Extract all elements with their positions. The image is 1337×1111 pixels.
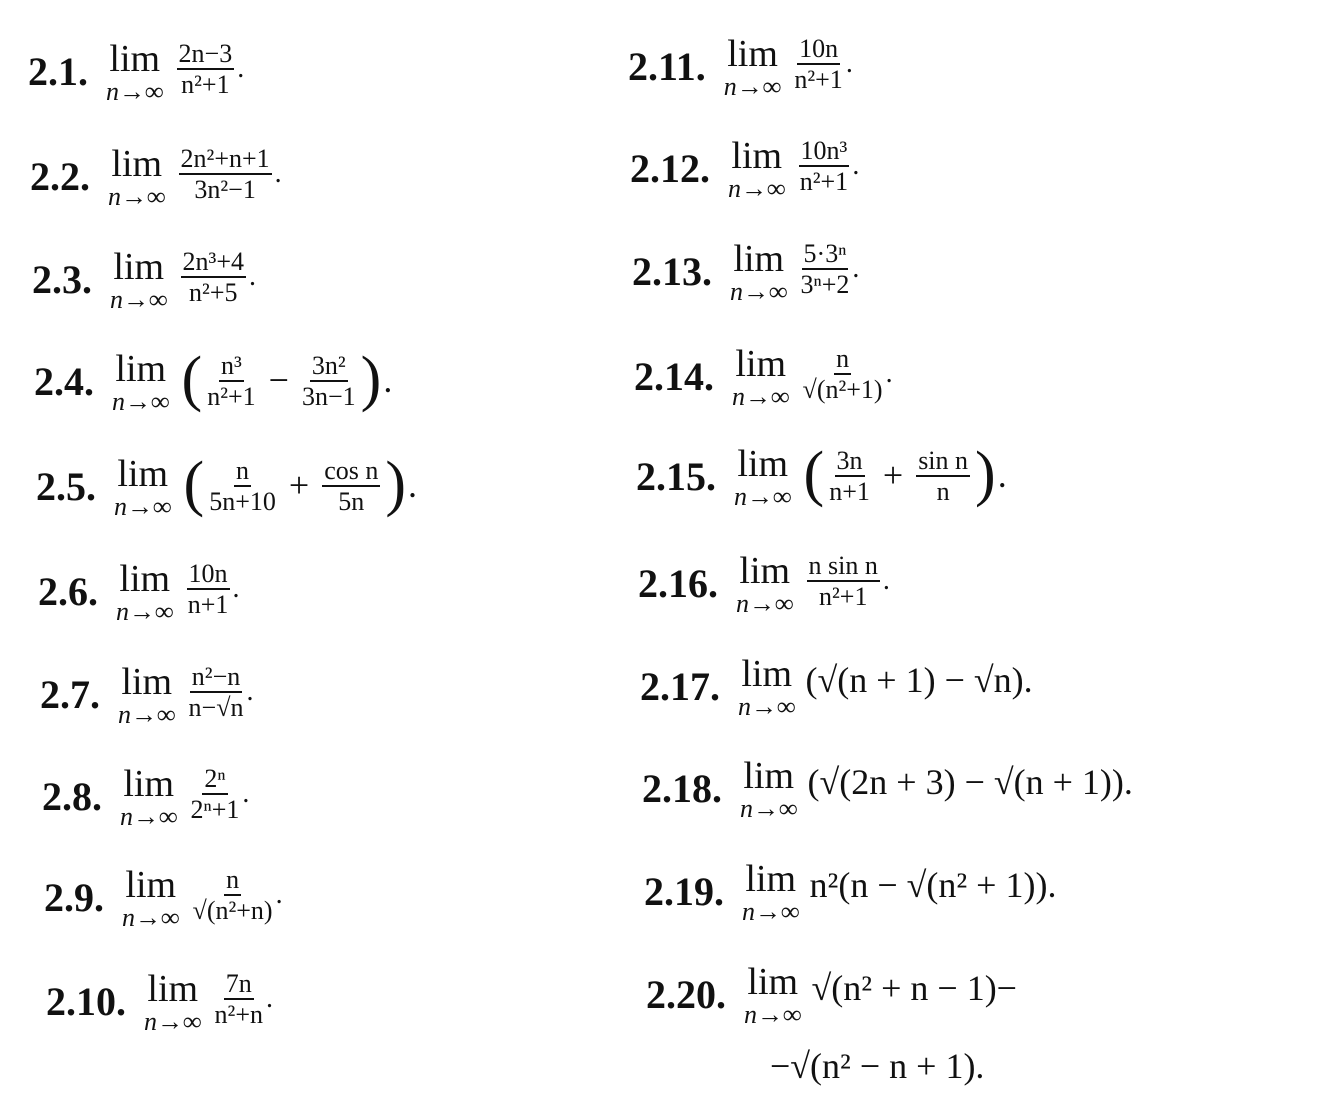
limit-operator <box>106 40 164 107</box>
limit-operator <box>112 350 170 417</box>
numerator-2: sin n <box>916 447 970 477</box>
right-paren: ) <box>360 345 382 413</box>
problem-2-20-continuation: −√(n² − n + 1). <box>770 1046 985 1086</box>
denominator: n²+1 <box>794 65 843 95</box>
numerator: 5·3ⁿ <box>802 240 849 270</box>
problem-2-16 <box>638 552 890 619</box>
period: . <box>274 157 282 189</box>
denominator: n+1 <box>187 590 229 620</box>
limit-operator <box>116 560 174 627</box>
period: . <box>246 675 254 707</box>
expression: (√(n + 1) − √n). <box>805 660 1033 700</box>
numerator: 10n <box>797 35 840 65</box>
problem-2-5 <box>36 450 418 522</box>
lim-subscript: n→∞ <box>723 72 782 101</box>
limit-operator <box>108 145 166 212</box>
limit-operator <box>120 765 178 832</box>
numerator: 2ⁿ <box>202 765 227 795</box>
period: . <box>408 465 418 506</box>
limit-operator <box>110 248 168 315</box>
problem-2-3 <box>32 248 256 315</box>
lim-word: lim <box>115 348 167 390</box>
expression <box>800 345 893 404</box>
fraction <box>207 352 255 411</box>
numerator: n <box>834 345 851 375</box>
expression: √(n² + n − 1)− <box>811 968 1017 1008</box>
fraction <box>179 145 272 204</box>
period: . <box>249 260 257 292</box>
limit-operator <box>742 860 800 927</box>
problem-number: 2.9. <box>44 875 104 920</box>
lim-word: lim <box>731 135 783 177</box>
problem-2-20 <box>646 963 1017 1030</box>
lim-word: lim <box>745 858 797 900</box>
limit-operator <box>122 866 180 933</box>
denominator: 5n+10 <box>209 487 276 516</box>
fraction <box>829 447 870 506</box>
problem-2-10 <box>46 970 273 1037</box>
expression: n²(n − √(n² + 1)). <box>809 865 1057 905</box>
expression <box>178 248 256 307</box>
problem-number: 2.13. <box>632 249 712 294</box>
fraction <box>215 970 263 1029</box>
left-paren: ( <box>183 450 205 518</box>
limit-operator <box>734 445 792 512</box>
lim-word: lim <box>727 33 778 75</box>
limit-operator <box>114 455 172 522</box>
numerator-2: cos n <box>322 457 380 487</box>
problem-2-15 <box>636 440 1007 512</box>
lim-subscript: n→∞ <box>120 802 178 831</box>
expression <box>186 663 254 722</box>
expression <box>802 440 1007 508</box>
lim-word: lim <box>147 968 199 1010</box>
lim-word: lim <box>113 246 165 288</box>
numerator: 2n³+4 <box>181 248 246 278</box>
problem-number: 2.19. <box>644 869 724 914</box>
period: . <box>885 357 893 389</box>
problem-2-12 <box>630 137 859 204</box>
lim-word: lim <box>743 755 795 797</box>
denominator: n−√n <box>188 693 244 723</box>
denominator-2: 5n <box>338 487 365 516</box>
fraction <box>807 552 880 611</box>
denominator: n²+5 <box>189 278 238 308</box>
denominator: 3ⁿ+2 <box>800 270 850 300</box>
problem-2-1 <box>28 40 244 107</box>
period: . <box>997 455 1007 496</box>
problem-number: 2.1. <box>28 49 88 94</box>
right-paren: ) <box>975 440 996 508</box>
problem-number: 2.17. <box>640 664 720 709</box>
denominator: √(n²+1) <box>802 375 883 405</box>
limit-operator <box>740 757 798 824</box>
period: . <box>232 572 240 604</box>
lim-subscript: n→∞ <box>736 589 794 618</box>
denominator: n²+1 <box>181 70 230 100</box>
period: . <box>242 777 250 809</box>
lim-subscript: n→∞ <box>118 700 176 729</box>
problem-2-4 <box>34 345 393 417</box>
fraction <box>177 40 235 99</box>
fraction <box>181 248 246 307</box>
denominator-2: n <box>936 477 950 506</box>
problem-number: 2.16. <box>638 561 718 606</box>
fraction <box>193 866 273 925</box>
problem-2-13 <box>632 240 859 307</box>
lim-word: lim <box>739 550 791 592</box>
limit-operator <box>728 137 786 204</box>
lim-word: lim <box>125 864 177 906</box>
numerator: 7n <box>224 970 254 1000</box>
problem-number: 2.3. <box>32 257 92 302</box>
limit-operator <box>724 35 782 102</box>
numerator: n²−n <box>190 663 242 693</box>
lim-subscript: n→∞ <box>740 794 798 823</box>
problem-number: 2.11. <box>628 44 706 89</box>
period: . <box>383 360 393 401</box>
lim-subscript: n→∞ <box>106 77 164 106</box>
denominator-2: 3n−1 <box>301 382 356 411</box>
limit-operator <box>738 655 796 722</box>
problem-number: 2.18. <box>642 766 722 811</box>
operator: − <box>268 360 289 401</box>
expression <box>212 970 273 1029</box>
fraction-2 <box>322 457 380 516</box>
expression <box>176 145 282 204</box>
problem-number: 2.8. <box>42 774 102 819</box>
lim-subscript: n→∞ <box>734 482 792 511</box>
lim-subscript: n→∞ <box>738 692 796 721</box>
expression <box>804 552 890 611</box>
limit-operator <box>118 663 176 730</box>
lim-subscript: n→∞ <box>114 492 172 521</box>
period: . <box>266 982 274 1014</box>
expression <box>180 345 393 413</box>
problem-2-9 <box>44 866 283 933</box>
period: . <box>852 252 860 284</box>
denominator: n+1 <box>829 477 870 506</box>
fraction-2 <box>916 447 970 506</box>
problem-2-7 <box>40 663 253 730</box>
denominator: 3n²−1 <box>194 175 256 205</box>
expression <box>188 765 250 824</box>
fraction <box>799 137 850 196</box>
period: . <box>852 149 860 181</box>
lim-word: lim <box>109 38 161 80</box>
denominator: √(n²+n) <box>192 896 273 926</box>
lim-word: lim <box>111 143 163 185</box>
fraction <box>801 240 850 299</box>
expression: (√(2n + 3) − √(n + 1)). <box>807 762 1133 802</box>
problem-number: 2.6. <box>38 569 98 614</box>
lim-word: lim <box>121 661 173 703</box>
lim-word: lim <box>737 443 789 485</box>
expression <box>190 866 283 925</box>
lim-word: lim <box>733 238 785 280</box>
lim-word: lim <box>123 763 175 805</box>
fraction <box>187 560 230 619</box>
lim-subscript: n→∞ <box>110 285 168 314</box>
numerator-2: 3n² <box>310 352 348 382</box>
expression <box>796 137 860 196</box>
lim-subscript: n→∞ <box>730 277 788 306</box>
numerator: n sin n <box>807 552 880 582</box>
numerator: n <box>234 457 251 487</box>
expression <box>184 560 240 619</box>
limit-operator <box>744 963 802 1030</box>
denominator: 2ⁿ+1 <box>190 795 240 825</box>
limit-operator <box>730 240 788 307</box>
period: . <box>845 47 853 79</box>
numerator: n³ <box>219 352 244 382</box>
problem-2-8 <box>42 765 249 832</box>
denominator: n²+1 <box>799 167 849 197</box>
denominator: n²+1 <box>818 582 868 612</box>
fraction <box>209 457 276 516</box>
numerator: 3n <box>835 447 865 477</box>
expression <box>791 35 852 94</box>
limit-operator <box>732 345 790 412</box>
lim-word: lim <box>117 453 169 495</box>
fraction <box>189 663 244 722</box>
expression <box>798 240 860 299</box>
denominator: n²+n <box>214 1000 264 1030</box>
lim-word: lim <box>741 653 793 695</box>
numerator: n <box>224 866 241 896</box>
lim-subscript: n→∞ <box>744 1000 802 1029</box>
fraction-2 <box>302 352 356 411</box>
lim-subscript: n→∞ <box>742 897 800 926</box>
problem-2-17 <box>640 655 1033 722</box>
operator: + <box>288 465 310 506</box>
right-paren: ) <box>385 450 407 518</box>
lim-word: lim <box>735 343 787 385</box>
numerator: 10n <box>187 560 230 590</box>
problem-number: 2.12. <box>630 146 710 191</box>
lim-subscript: n→∞ <box>732 382 790 411</box>
lim-word: lim <box>119 558 171 600</box>
period: . <box>275 878 283 910</box>
lim-subscript: n→∞ <box>122 903 180 932</box>
problem-2-14 <box>634 345 893 412</box>
problem-number: 2.15. <box>636 454 716 499</box>
period: . <box>237 52 245 84</box>
problem-2-6 <box>38 560 240 627</box>
problem-2-11 <box>628 35 853 102</box>
numerator: 2n²+n+1 <box>179 145 272 175</box>
expression <box>182 450 418 518</box>
numerator: 10n³ <box>799 137 850 167</box>
left-paren: ( <box>803 440 825 508</box>
numerator: 2n−3 <box>177 40 235 70</box>
lim-subscript: n→∞ <box>144 1007 202 1036</box>
denominator: n²+1 <box>207 382 256 411</box>
problem-number: 2.5. <box>36 464 96 509</box>
problem-number: 2.2. <box>30 154 90 199</box>
problem-2-18 <box>642 757 1133 824</box>
problem-number: 2.10. <box>46 979 126 1024</box>
lim-subscript: n→∞ <box>728 174 786 203</box>
operator: + <box>882 455 904 496</box>
fraction <box>803 345 883 404</box>
limit-operator <box>736 552 794 619</box>
problem-number: 2.14. <box>634 354 714 399</box>
period: . <box>882 564 890 596</box>
lim-word: lim <box>747 961 799 1003</box>
problem-number: 2.4. <box>34 359 94 404</box>
left-paren: ( <box>181 345 203 413</box>
problem-2-2 <box>30 145 282 212</box>
problem-2-19 <box>644 860 1056 927</box>
expression <box>174 40 245 99</box>
fraction <box>794 35 842 94</box>
lim-subscript: n→∞ <box>108 182 166 211</box>
lim-subscript: n→∞ <box>112 387 170 416</box>
problem-number: 2.7. <box>40 672 100 717</box>
lim-subscript: n→∞ <box>116 597 174 626</box>
problem-number: 2.20. <box>646 972 726 1017</box>
limit-operator <box>144 970 202 1037</box>
fraction <box>191 765 240 824</box>
